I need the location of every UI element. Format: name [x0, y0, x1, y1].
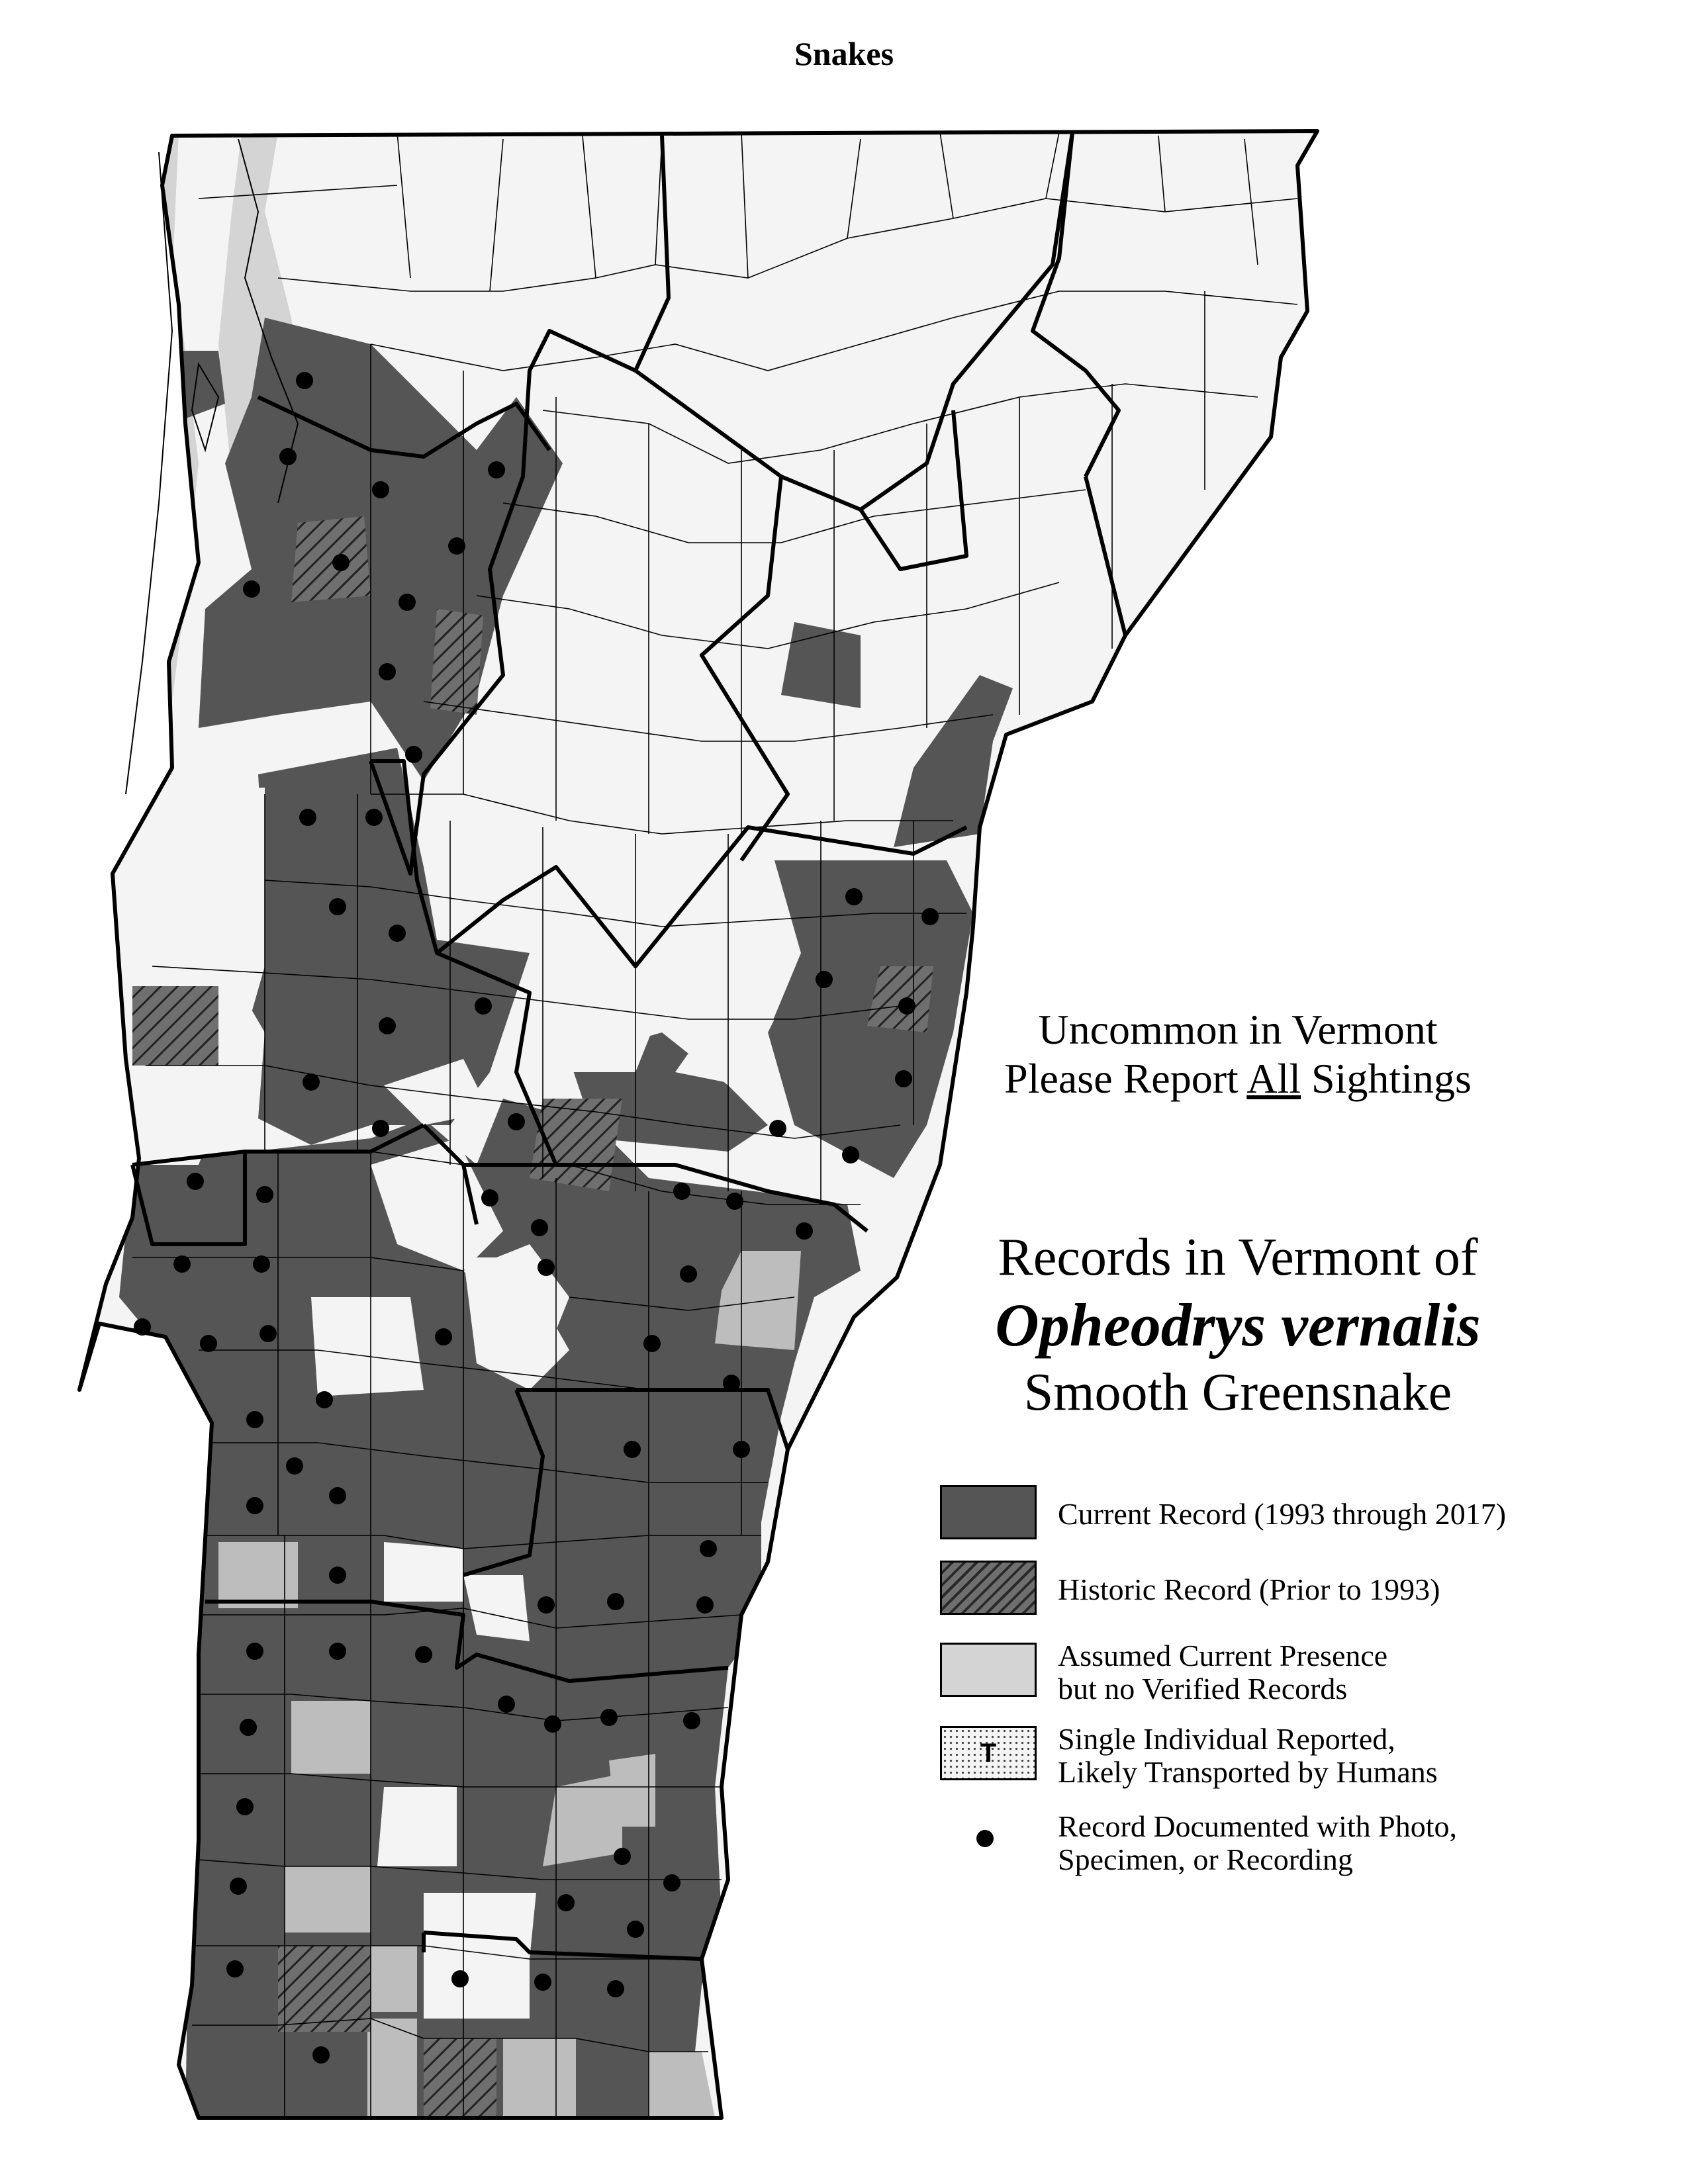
record-dot [246, 1411, 263, 1428]
unrecorded-towns-g [424, 1893, 536, 1959]
species-scientific-name: Opheodrys vernalis [995, 1291, 1481, 1359]
record-dot [329, 1487, 346, 1504]
record-dot [816, 971, 833, 988]
species-common-name: Smooth Greensnake [1023, 1363, 1452, 1422]
record-dot [236, 1798, 254, 1815]
current-record-swatch-icon [940, 1485, 1037, 1539]
record-dot [259, 1325, 277, 1342]
historic-town-1 [291, 516, 371, 602]
record-dot [243, 580, 260, 598]
page-title: Snakes [794, 35, 894, 72]
record-dot [627, 1921, 644, 1938]
record-dot [296, 372, 313, 389]
assumed-town-7 [503, 2038, 576, 2118]
record-dot [700, 1540, 717, 1557]
historic-record-swatch-icon [940, 1561, 1037, 1615]
record-dot [379, 663, 396, 680]
historic-town-3 [132, 986, 218, 1066]
record-dot [723, 1375, 740, 1392]
record-dot [379, 1017, 396, 1034]
record-dot [187, 1173, 204, 1190]
records-intro: Records in Vermont of [998, 1228, 1478, 1287]
record-dot [303, 1073, 320, 1091]
legend-current-label: Current Record (1993 through 2017) [1058, 1497, 1507, 1531]
legend-historic-label: Historic Record (Prior to 1993) [1058, 1572, 1440, 1606]
record-dot [895, 1070, 912, 1087]
notice-line-1: Uncommon in Vermont [1038, 1006, 1438, 1053]
record-dot [134, 1318, 151, 1336]
record-dot [329, 898, 346, 915]
record-dot [680, 1265, 697, 1283]
record-dot [246, 1497, 263, 1514]
transported-t-letter: T [980, 1739, 997, 1768]
record-dot [230, 1878, 247, 1895]
record-dot [624, 1441, 641, 1458]
record-dot [299, 809, 316, 826]
record-dot [544, 1715, 561, 1733]
record-dot [498, 1696, 515, 1713]
record-dot [769, 1120, 786, 1137]
record-dot [643, 1335, 661, 1352]
legend-transported-label-1: Single Individual Reported, [1058, 1722, 1395, 1756]
record-dot [733, 1441, 750, 1458]
record-dot [365, 809, 383, 826]
record-dot [448, 537, 465, 555]
unrecorded-towns-h [424, 1959, 530, 2019]
record-dot [399, 594, 416, 611]
legend-transported-label-2: Likely Transported by Humans [1058, 1755, 1438, 1789]
record-dot [372, 1120, 389, 1137]
record-dot [538, 1596, 555, 1614]
record-dot-icon [976, 1830, 994, 1847]
assumed-town-2 [218, 1542, 298, 1608]
record-dot [415, 1646, 432, 1663]
historic-town-2 [430, 609, 483, 715]
unrecorded-towns-f [377, 1787, 457, 1866]
legend-documented-label-1: Record Documented with Photo, [1058, 1809, 1458, 1843]
record-dot [435, 1328, 452, 1345]
record-dot [508, 1113, 525, 1130]
record-dot [312, 2046, 330, 2064]
record-dot [256, 1186, 273, 1203]
assumed-presence-swatch-icon [940, 1643, 1037, 1697]
record-dot [607, 1593, 624, 1610]
record-dot [538, 1259, 555, 1276]
assumed-town-3 [291, 1701, 371, 1774]
record-dot [329, 1567, 346, 1584]
notice-line-2: Please Report All Sightings [1004, 1055, 1472, 1102]
record-dot [475, 997, 492, 1015]
record-dot [488, 461, 505, 478]
record-dot [673, 1183, 690, 1200]
record-dot [845, 888, 863, 905]
record-dot [451, 1970, 469, 1987]
record-dot [332, 554, 350, 571]
record-dot [531, 1219, 548, 1236]
assumed-town-4 [285, 1866, 371, 1933]
legend-assumed-label-2: but no Verified Records [1058, 1672, 1348, 1706]
record-dot [405, 746, 422, 763]
legend-assumed-label-1: Assumed Current Presence [1058, 1639, 1388, 1672]
record-dot [481, 1189, 498, 1206]
record-dot [607, 1980, 624, 1997]
record-dot [372, 481, 389, 498]
record-dot [683, 1712, 700, 1729]
record-dot [534, 1974, 551, 1991]
legend-documented-label-2: Specimen, or Recording [1058, 1843, 1353, 1876]
record-dot [921, 908, 939, 925]
record-dot [173, 1255, 191, 1273]
record-dot [226, 1960, 244, 1978]
species-heading [880, 1224, 1595, 1426]
record-dot [316, 1391, 333, 1408]
unrecorded-towns-d [384, 1542, 463, 1602]
historic-town-5 [530, 1099, 622, 1191]
record-dot [796, 1222, 813, 1240]
historic-town-7 [424, 2038, 496, 2118]
record-dot [696, 1596, 714, 1614]
record-dot [279, 448, 297, 465]
record-dot [246, 1643, 263, 1660]
record-dot [389, 925, 406, 942]
record-dot [614, 1848, 631, 1865]
record-dot [286, 1457, 303, 1475]
record-dot [842, 1146, 859, 1163]
record-dot [663, 1874, 680, 1891]
record-dot [557, 1894, 575, 1911]
assumed-town-5 [371, 1946, 417, 2012]
record-dot [726, 1193, 743, 1210]
record-dot [200, 1335, 217, 1352]
transported-swatch-icon [940, 1726, 1037, 1780]
historic-town-6 [278, 1946, 371, 2032]
record-dot [253, 1255, 270, 1273]
unrecorded-towns-c [311, 1297, 424, 1396]
record-dot [600, 1709, 618, 1726]
record-dot [329, 1643, 346, 1660]
record-dot [240, 1719, 257, 1736]
notice-emphasis: All [1246, 1055, 1301, 1102]
